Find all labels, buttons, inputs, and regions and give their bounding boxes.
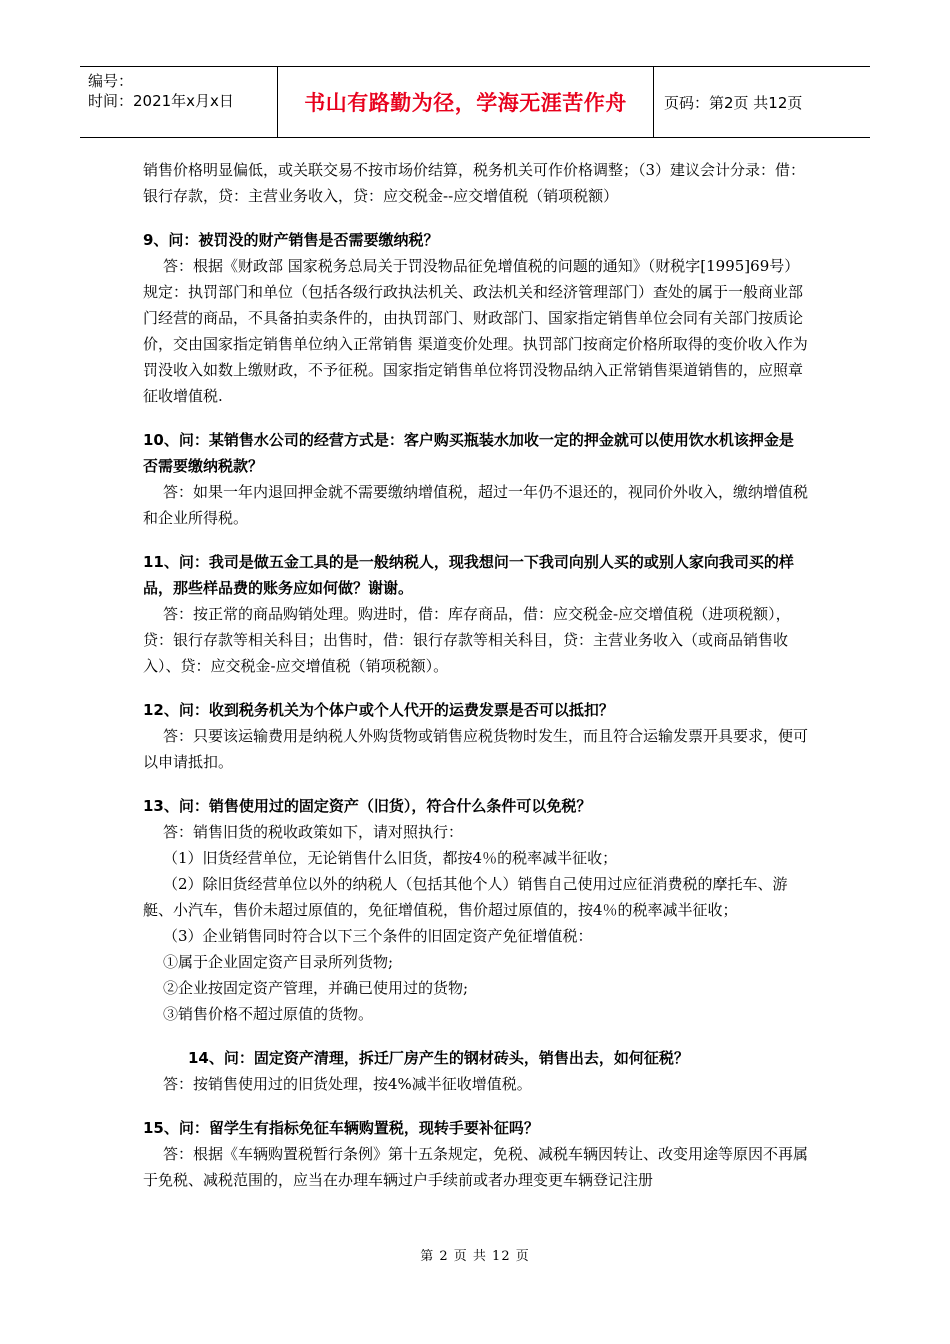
question-13: 13、问：销售使用过的固定资产（旧货），符合什么条件可以免税？ — [143, 797, 592, 815]
intro-paragraph: 销售价格明显偏低，或关联交易不按市场价结算，税务机关可作价格调整；（3）建议会计分录：借：银行存款，贷：主营业务收入，贷：应交税金--应交增值税（销项税额） — [143, 161, 806, 205]
answer-13: 答：销售旧货的税收政策如下，请对照执行： — [163, 823, 464, 841]
question-9: 9、问：被罚没的财产销售是否需要缴纳税？ — [143, 231, 439, 249]
header-meta — [80, 67, 278, 137]
answer-13-condition-1: ①属于企业固定资产目录所列货物; — [163, 953, 394, 971]
answer-11: 答：按正常的商品购销处理。购进时，借：库存商品，借：应交税金-应交增值税（进项税额），贷：银行存款等相关科目；出售时，借：银行存款等相关科目，贷：主营业务收入（或商品销售收入）、贷：应交税金-应交增值税（销项税额）。 — [143, 605, 791, 675]
time-label: 时间：2021年x月x日 — [88, 92, 234, 110]
answer-13-item-3: （3）企业销售同时符合以下三个条件的旧固定资产免征增值税： — [163, 927, 593, 945]
header-motto-cell — [278, 67, 654, 137]
answer-9: 答：根据《财政部 国家税务总局关于罚没物品征免增值税的问题的通知》（财税字[1995]69号）规定：执罚部门和单位（包括各级行政执法机关、政法机关和经济管理部门）查处的属于一般商业部门经营的商品，不具备拍卖条件的，由执罚部门、财政部门、国家指定销售单位会同有关部门按质论价，交由国家指定销售单位纳入正常销售 渠道变价处理。执罚部门按商定价格所取得的变价收入作为罚没收入如数上缴财政，不予征税。国家指定销售单位将罚没物品纳入正常销售渠道销售的，应照章征收增值税. — [143, 257, 808, 405]
answer-12: 答：只要该运输费用是纳税人外购货物或销售应税货物时发生，而且符合运输发票开具要求，便可以申请抵扣。 — [143, 727, 809, 771]
motto: 书山有路勤为径，学海无涯苦作舟 — [304, 91, 627, 115]
page-info: 页码：第2页 共12页 — [664, 93, 803, 112]
page-header — [80, 66, 870, 138]
answer-13-item-1: （1）旧货经营单位，无论销售什么旧货，都按4％的税率减半征收； — [163, 849, 618, 867]
answer-14: 答：按销售使用过的旧货处理，按4%减半征收增值税。 — [163, 1075, 532, 1093]
answer-13-condition-2: ②企业按固定资产管理，并确已使用过的货物; — [163, 979, 469, 997]
header-page-info — [654, 67, 870, 137]
answer-15: 答：根据《车辆购置税暂行条例》第十五条规定，免税、减税车辆因转让、改变用途等原因不再属于免税、减税范围的，应当在办理车辆过户手续前或者办理变更车辆登记注册 — [143, 1145, 809, 1189]
number-label: 编号： — [88, 72, 134, 90]
answer-13-item-2: （2）除旧货经营单位以外的纳税人（包括其他个人）销售自己使用过应征消费税的摩托车、游艇、小汽车，售价未超过原值的，免征增值税，售价超过原值的，按4％的税率减半征收； — [143, 875, 788, 919]
question-12: 12、问：收到税务机关为个体户或个人代开的运费发票是否可以抵扣？ — [143, 701, 614, 719]
question-10: 10、问：某销售水公司的经营方式是：客户购买瓶装水加收一定的押金就可以使用饮水机该押金是否需要缴纳税款？ — [143, 431, 794, 475]
question-14: 14、问：固定资产清理，拆迁厂房产生的钢材砖头，销售出去，如何征税？ — [188, 1049, 689, 1067]
document-body — [143, 157, 808, 1193]
page-footer: 第 2 页 共 12 页 — [420, 1249, 530, 1264]
answer-10: 答：如果一年内退回押金就不需要缴纳增值税，超过一年仍不退还的，视同价外收入，缴纳增值税和企业所得税。 — [143, 483, 809, 527]
question-11: 11、问：我司是做五金工具的是一般纳税人，现我想问一下我司向别人买的或别人家向我司买的样品，那些样品费的账务应如何做？谢谢。 — [143, 553, 794, 597]
question-15: 15、问：留学生有指标免征车辆购置税，现转手要补征吗？ — [143, 1119, 539, 1137]
answer-13-condition-3: ③销售价格不超过原值的货物。 — [163, 1005, 374, 1023]
